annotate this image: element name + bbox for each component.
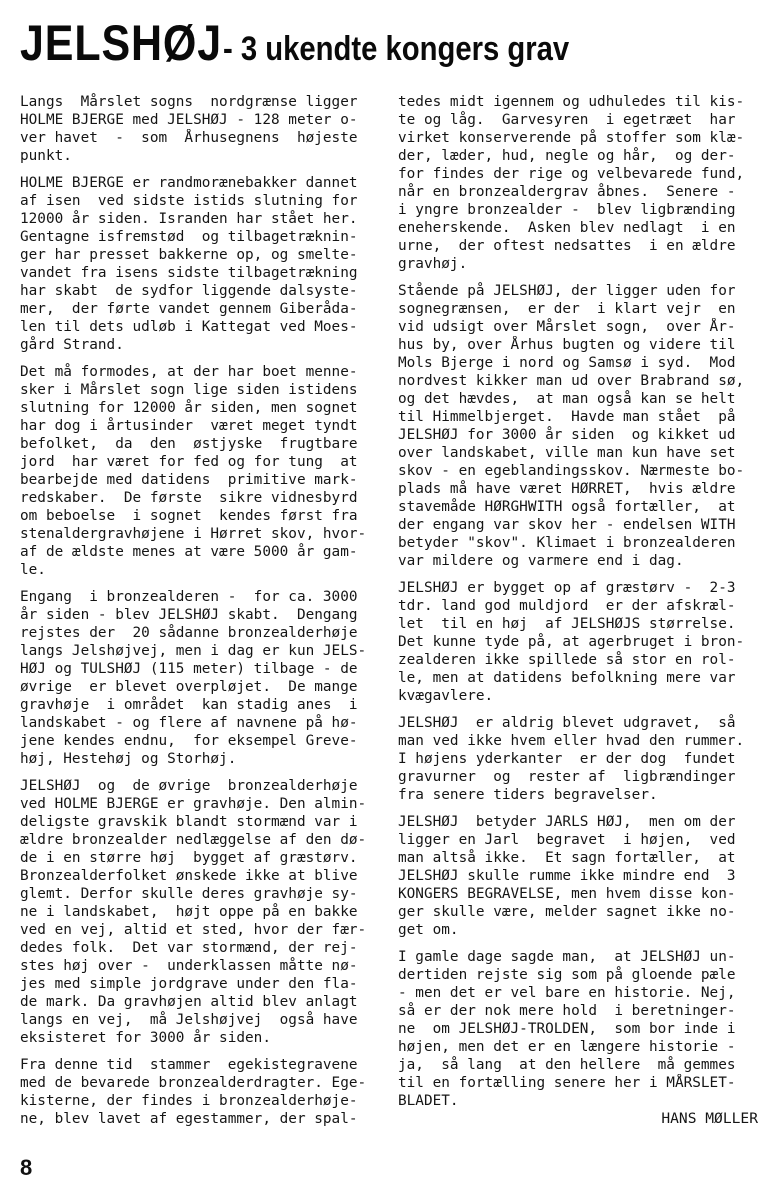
text-line: ne om JELSHØJ-TROLDEN, som bor inde i [398,1020,736,1037]
page-number: 8 [20,1155,33,1180]
paragraph [20,777,380,1047]
text-line: de i en større høj bygget af græstørv. [20,849,358,866]
text-line: gravhøj. [398,255,468,272]
text-line: ver havet - som Århusegnens højeste [20,129,358,146]
text-line: når en bronzealdergrav åbnes. Senere - [398,183,736,200]
text-line: ældre bronzealder nedlæggelse af den dø- [20,831,367,848]
text-line: der, læder, hud, negle og hår, og der- [398,147,736,164]
text-line: jene kendes endnu, for eksempel Greve- [20,732,358,749]
text-line: langs en vej, må Jelshøjvej også have [20,1011,358,1028]
text-line: Langs Mårslet sogns nordgrænse ligger [20,93,358,110]
text-line: til en fortælling senere her i MÅRSLET- [398,1074,736,1091]
text-line: I højens yderkanter er der dog fundet [398,750,736,767]
text-line: Stående på JELSHØJ, der ligger uden for [398,282,736,299]
text-line: man altså ikke. Et sagn fortæller, at [398,849,736,866]
text-line: skov - en egeblandingsskov. Nærmeste bo- [398,462,745,479]
text-line: slutning for 12000 år siden, men sognet [20,399,358,416]
text-line: ger har presset bakkerne op, og smelte- [20,246,358,263]
text-line: hus by, over Århus bugten og videre til [398,336,736,353]
text-line: ved HOLME BJERGE er gravhøje. Den almin- [20,795,367,812]
article-title [20,14,626,72]
text-line: sker i Mårslet sogn lige siden istidens [20,381,358,398]
text-line: tedes midt igennem og udhuledes til kis- [398,93,745,110]
paragraph [398,93,758,273]
text-line: JELSHØJ er bygget op af græstørv - 2-3 [398,579,736,596]
text-line: deligste gravskik blandt stormænd var i [20,813,358,830]
text-line: høj, Hestehøj og Storhøj. [20,750,237,767]
text-line: fra senere tiders begravelser. [398,786,658,803]
text-line: eksisteret for 3000 år siden. [20,1029,271,1046]
text-line: af isen ved sidste istids slutning for [20,192,358,209]
paragraph [20,174,380,354]
title-subtitle: - 3 ukendte kongers grav [223,30,570,68]
text-line: langs Jelshøjvej, men i dag er kun JELS- [20,642,367,659]
paragraph [20,1056,380,1128]
text-line: jes med simple jordgrave under den fla- [20,975,358,992]
text-line: rejstes der 20 sådanne bronzealderhøje [20,624,358,641]
text-line: jord har været for fed og for tung at [20,453,358,470]
text-line: år siden - blev JELSHØJ skabt. Dengang [20,606,358,623]
text-line: man ved ikke hvem eller hvad den rummer. [398,732,745,749]
text-line: højen, men det er en længere historie - [398,1038,736,1055]
text-line: 12000 år siden. Isranden har stået her. [20,210,358,227]
text-line: eneherskende. Asken blev nedlagt i en [398,219,736,236]
text-line: dertiden rejste sig som på gloende pæle [398,966,736,983]
text-line: Fra denne tid stammer egekistegravene [20,1056,358,1073]
text-line: let til en høj af JELSHØJS størrelse. [398,615,736,632]
text-line: Bronzealderfolket ønskede ikke at blive [20,867,358,884]
text-line: vid udsigt over Mårslet sogn, over År- [398,318,736,335]
paragraph [398,813,758,939]
text-line: len til dets udløb i Kattegat ved Moes- [20,318,358,335]
text-line: redskaber. De første sikre vidnesbyrd [20,489,358,506]
text-line: Det må formodes, at der har boet menne- [20,363,358,380]
text-line: der engang var skov her - endelsen WITH [398,516,736,533]
text-line: ved en vej, altid et sted, hvor der fær- [20,921,367,938]
text-line: BLADET. [398,1092,459,1109]
text-line: vandet fra isens sidste tilbagetrækning [20,264,358,281]
text-line: HOLME BJERGE med JELSHØJ - 128 meter o- [20,111,358,128]
text-line: stes høj over - underklassen måtte nø- [20,957,358,974]
text-line: virket konserverende på stoffer som klæ- [398,129,745,146]
text-line: plads må have været HØRRET, hvis ældre [398,480,736,497]
text-line: kvægavlere. [398,687,494,704]
text-line: betyder "skov". Klimaet i bronzealderen [398,534,736,551]
text-line: gård Strand. [20,336,124,353]
text-line: Gentagne isfremstød og tilbagetræknin- [20,228,358,245]
text-line: så er der nok mere hold i beretninger- [398,1002,736,1019]
text-line: med de bevarede bronzealderdragter. Ege- [20,1074,367,1091]
text-line: te og låg. Garvesyren i egetræet har [398,111,736,128]
text-line: JELSHØJ og de øvrige bronzealderhøje [20,777,358,794]
text-line: af de ældste menes at være 5000 år gam- [20,543,358,560]
text-line: for findes der rige og velbevarede fund, [398,165,745,182]
text-line: nordvest kikker man ud over Brabrand sø, [398,372,745,389]
paragraph [398,948,758,1110]
text-line: stavemåde HØRGHWITH også fortæller, at [398,498,736,515]
text-line: dedes folk. Det var stormænd, der rej- [20,939,358,956]
left-column [20,93,380,1137]
paragraph [20,363,380,579]
text-line: ne, blev lavet af egestammer, der spal- [20,1110,358,1127]
text-line: kisterne, der findes i bronzealderhøje- [20,1092,358,1109]
text-line: har dog i årtusinder været meget tyndt [20,417,358,434]
text-line: tdr. land god muldjord er der afskræl- [398,597,736,614]
text-line: sognegrænsen, er der i klart vejr en [398,300,736,317]
text-line: befolket, da den østjyske frugtbare [20,435,358,452]
text-line: JELSHØJ skulle rumme ikke mindre end 3 [398,867,736,884]
text-line: i yngre bronzealder - blev ligbrænding [398,201,736,218]
text-line: gravurner og rester af ligbrændinger [398,768,736,785]
paragraph [398,714,758,804]
paragraph [398,282,758,570]
text-line: ne i landskabet, højt oppe på en bakke [20,903,358,920]
text-line: JELSHØJ betyder JARLS HØJ, men om der [398,813,736,830]
text-line: get om. [398,921,459,938]
text-line: har skabt de sydfor liggende dalsyste- [20,282,358,299]
text-line: - men det er vel bare en historie. Nej, [398,984,736,1001]
text-line: øvrige er blevet overpløjet. De mange [20,678,358,695]
text-line: stenaldergravhøjene i Hørret skov, hvor- [20,525,367,542]
text-line: om beboelse i sognet kendes først fra [20,507,358,524]
paragraph [20,588,380,768]
text-line: JELSHØJ er aldrig blevet udgravet, så [398,714,736,731]
text-line: til Himmelbjerget. Havde man stået på [398,408,736,425]
text-line: urne, der oftest nedsattes i en ældre [398,237,736,254]
text-line: KONGERS BEGRAVELSE, men hvem disse kon- [398,885,736,902]
text-line: zealderen ikke spillede så stor en rol- [398,651,736,668]
text-line: over landskabet, ville man kun have set [398,444,736,461]
text-line: bearbejde med datidens primitive mark- [20,471,358,488]
text-line: le. [20,561,46,578]
paragraph [398,579,758,705]
text-line: HOLME BJERGE er randmorænebakker dannet [20,174,358,191]
text-line: I gamle dage sagde man, at JELSHØJ un- [398,948,736,965]
text-line: JELSHØJ for 3000 år siden og kikket ud [398,426,736,443]
text-line: ligger en Jarl begravet i højen, ved [398,831,736,848]
text-line: glemt. Derfor skulle deres gravhøje sy- [20,885,358,902]
text-line: var mildere og varmere end i dag. [398,552,684,569]
text-line: le, men at datidens befolkning mere var [398,669,736,686]
text-line: gravhøje i området kan stadig anes i [20,696,358,713]
text-line: Mols Bjerge i nord og Samsø i syd. Mod [398,354,736,371]
text-line: landskabet - og flere af navnene på hø- [20,714,358,731]
text-line: Det kunne tyde på, at agerbruget i bron- [398,633,745,650]
text-line: mer, der førte vandet gennem Giberåda- [20,300,358,317]
text-line: ger skulle være, melder sagnet ikke no- [398,903,736,920]
right-column [398,93,758,1128]
title-main: JELSHØJ [20,15,222,71]
paragraph [20,93,380,165]
author-signature: HANS MØLLER [661,1110,758,1127]
text-line: HØJ og TULSHØJ (115 meter) tilbage - de [20,660,358,677]
text-line: og det hævdes, at man også kan se helt [398,390,736,407]
text-line: ja, så lang at den hellere må gemmes [398,1056,736,1073]
text-line: de mark. Da gravhøjen altid blev anlagt [20,993,358,1010]
text-line: Engang i bronzealderen - for ca. 3000 [20,588,358,605]
text-line: punkt. [20,147,72,164]
